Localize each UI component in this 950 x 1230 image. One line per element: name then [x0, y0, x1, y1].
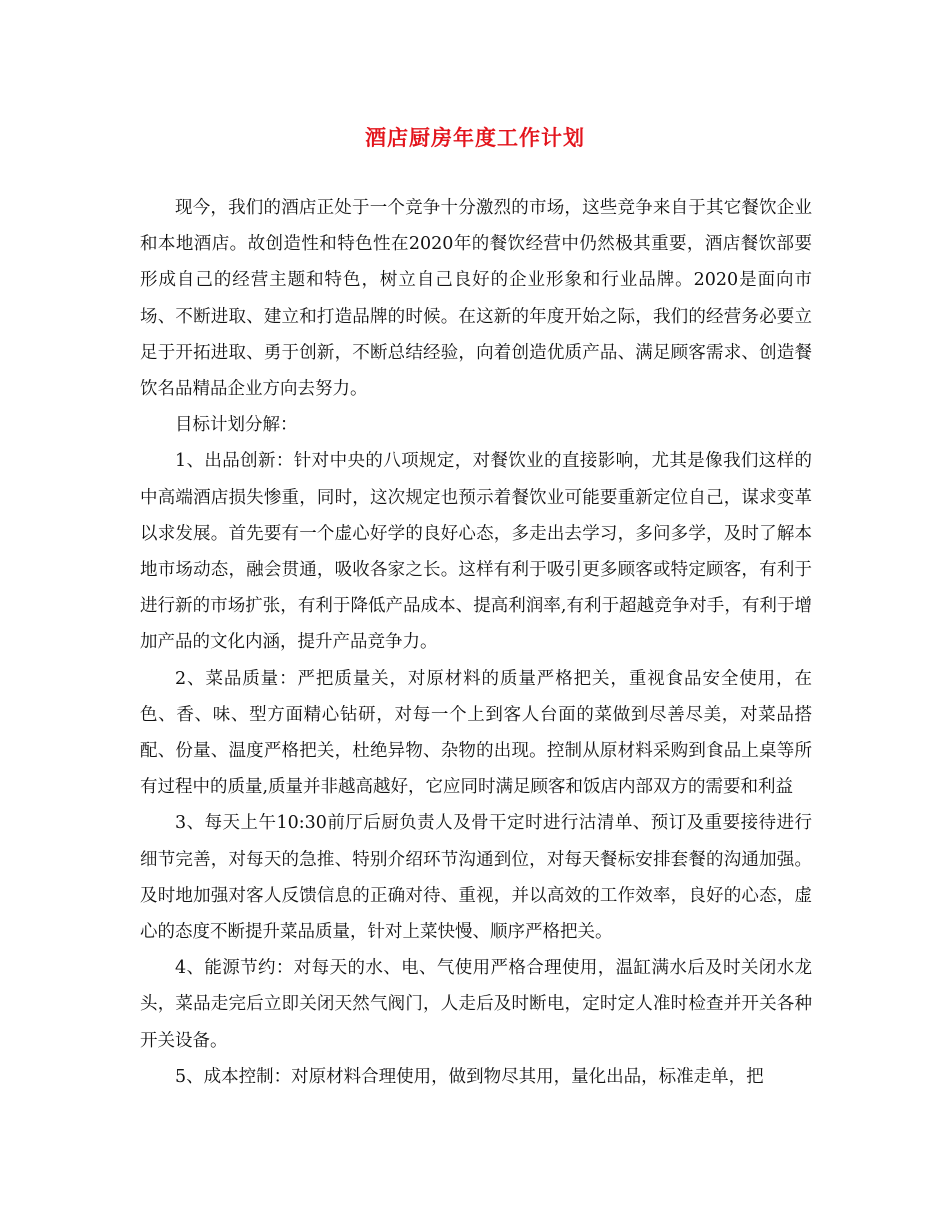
paragraph-goals-heading: 目标计划分解：	[175, 415, 298, 436]
paragraph-item-5: 5、成本控制：对原材料合理使用，做到物尽其用，量化出品，标准走单，把	[175, 1066, 764, 1087]
document-body	[140, 190, 812, 1095]
paragraph-intro: 现今，我们的酒店正处于一个竞争十分激烈的市场，这些竞争来自于其它餐饮企业和本地酒店。故创造性和特色性在2020年的餐饮经营中仍然极其重要，酒店餐饮部要形成自己的经营主题和特色，树立自己良好的企业形象和行业品牌。2020是面向市场、不断进取、建立和打造品牌的时候。在这新的年度开始之际，我们的经营务必要立足于开拓进取、勇于创新，不断总结经验，向着创造优质产品、满足顾客需求、创造餐饮名品精品企业方向去努力。	[140, 198, 812, 400]
paragraph-item-4: 4、能源节约：对每天的水、电、气使用严格合理使用，温缸满水后及时关闭水龙头，菜品走完后立即关闭天然气阀门，人走后及时断电，定时定人准时检查并开关各种开关设备。	[140, 958, 812, 1051]
paragraph-item-1: 1、出品创新：针对中央的八项规定，对餐饮业的直接影响，尤其是像我们这样的中高端酒店损失惨重，同时，这次规定也预示着餐饮业可能要重新定位自己，谋求变革以求发展。首先要有一个虚心好学的良好心态，多走出去学习，多问多学，及时了解本地市场动态，融会贯通，吸收各家之长。这样有利于吸引更多顾客或特定顾客，有利于进行新的市场扩张，有利于降低产品成本、提高利润率,有利于超越竞争对手，有利于增加产品的文化内涵，提升产品竞争力。	[140, 451, 812, 653]
paragraph-item-2: 2、菜品质量：严把质量关，对原材料的质量严格把关，重视食品安全使用，在色、香、味、型方面精心钻研，对每一个上到客人台面的菜做到尽善尽美，对菜品搭配、份量、温度严格把关，杜绝异物、杂物的出现。控制从原材料采购到食品上桌等所有过程中的质量,质量并非越高越好，它应同时满足顾客和饭店内部双方的需要和利益	[140, 668, 812, 798]
document-title: 酒店厨房年度工作计划	[365, 125, 585, 150]
paragraph-item-3: 3、每天上午10:30前厅后厨负责人及骨干定时进行沽清单、预订及重要接待进行细节完善，对每天的急推、特别介绍环节沟通到位，对每天餐标安排套餐的沟通加强。及时地加强对客人反馈信息的正确对待、重视，并以高效的工作效率，良好的心态，虚心的态度不断提升菜品质量，针对上菜快慢、顺序严格把关。	[140, 813, 812, 943]
